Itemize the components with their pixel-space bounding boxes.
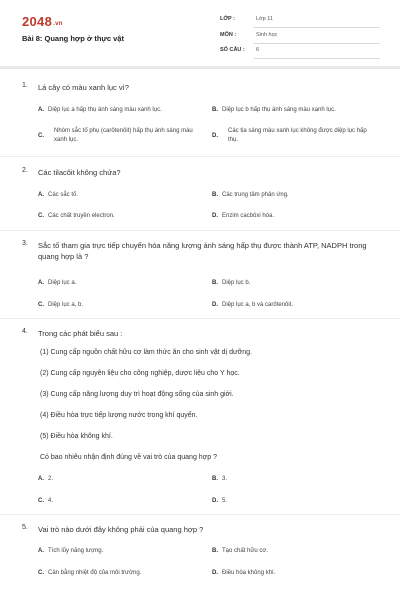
option-letter: D. <box>212 570 218 576</box>
header-divider <box>0 66 400 69</box>
meta-label: LỚP : <box>220 16 235 22</box>
option-letter: C. <box>38 133 44 139</box>
question-number: 1. <box>22 82 28 89</box>
option-letter: B. <box>212 476 218 482</box>
option-text: 4. <box>48 498 54 504</box>
option-letter: D. <box>212 302 218 308</box>
subquestion-text: Có bao nhiêu nhận định đúng về vai trò của quang hợp ? <box>40 454 218 461</box>
option-letter: B. <box>212 107 218 113</box>
question-text: Vai trò nào dưới đây không phải của quang hợp ? <box>38 525 204 534</box>
option-text: Nhóm sắc tố phụ (carôtenôit) hấp thụ ánh sáng màu xanh lục. <box>54 128 193 143</box>
question-number: 3. <box>22 240 28 247</box>
question-text: Lá cây có màu xanh lục vì? <box>38 83 129 92</box>
statement-5: (5) Điều hòa không khí. <box>40 433 113 440</box>
question-divider <box>0 514 400 515</box>
site-logo[interactable] <box>22 14 63 29</box>
question-number: 4. <box>22 328 28 335</box>
meta-subject <box>220 32 380 44</box>
option-letter: A. <box>38 548 44 554</box>
question-number: 2. <box>22 167 28 174</box>
option-letter: A. <box>38 192 44 198</box>
option-text: Enzim cacbôxi hóa. <box>222 213 275 219</box>
option-letter: B. <box>212 192 218 198</box>
option-text: Các sắc tố. <box>48 192 79 198</box>
option-letter: C. <box>38 570 44 576</box>
meta-label: MÔN : <box>220 32 237 38</box>
option-text: Diệp lục b hấp thụ ánh sáng màu xanh lục. <box>222 107 336 113</box>
option-text: Diệp lục a, b và carôtenôit. <box>222 302 294 308</box>
option-letter: D. <box>212 498 218 504</box>
meta-value: Sinh học <box>256 32 278 38</box>
lesson-title: Bài 8: Quang hợp ở thực vật <box>22 34 124 43</box>
statement-1: (1) Cung cấp nguồn chất hữu cơ làm thức ăn cho sinh vật dị dưỡng. <box>40 349 252 356</box>
question-divider <box>0 156 400 157</box>
meta-question-count <box>220 47 380 59</box>
meta-value: Lớp 11 <box>256 16 273 22</box>
logo-text: 2048 <box>22 14 53 29</box>
question-divider <box>0 318 400 319</box>
option-text: Diệp lục a, b. <box>48 302 84 308</box>
meta-label: SỐ CÂU : <box>220 47 245 53</box>
option-text: Các trung tâm phản ứng. <box>222 192 289 198</box>
option-text: Diệp lục a hấp thụ ánh sáng màu xanh lục. <box>48 107 162 113</box>
option-text: Cân bằng nhiệt độ của môi trường. <box>48 570 142 576</box>
meta-underline <box>254 58 380 59</box>
logo-tld: .vn <box>53 21 63 27</box>
option-letter: A. <box>38 280 44 286</box>
meta-value: 6 <box>256 47 260 53</box>
question-text: Trong các phát biểu sau : <box>38 329 123 338</box>
statement-2: (2) Cung cấp nguyên liệu cho công nghiệp, dược liệu cho Y học. <box>40 370 240 377</box>
option-letter: D. <box>212 213 218 219</box>
option-letter: D. <box>212 133 218 139</box>
option-text: Tạo chất hữu cơ. <box>222 548 268 554</box>
option-letter: C. <box>38 302 44 308</box>
meta-underline <box>254 43 380 44</box>
option-letter: C. <box>38 213 44 219</box>
option-text: Diệp lục b. <box>222 280 251 286</box>
option-letter: A. <box>38 107 44 113</box>
option-text: Điều hòa không khí. <box>222 570 276 576</box>
question-text: Sắc tố tham gia trực tiếp chuyển hóa năng lượng ánh sáng hấp thụ được thành ATP, NADPH trong quang hợp là ? <box>38 241 367 261</box>
statement-4: (4) Điều hòa trực tiếp lượng nước trong khí quyển. <box>40 412 198 419</box>
option-text: 2. <box>48 476 54 482</box>
option-letter: B. <box>212 548 218 554</box>
option-text: 5. <box>222 498 228 504</box>
meta-grade <box>220 16 380 28</box>
option-text: Các tia sáng màu xanh lục không được diệp lục hấp thụ. <box>228 128 367 143</box>
option-letter: A. <box>38 476 44 482</box>
option-letter: C. <box>38 498 44 504</box>
statement-3: (3) Cung cấp năng lượng duy trì hoạt động sống của sinh giới. <box>40 391 234 398</box>
question-number: 5. <box>22 524 28 531</box>
option-text: Các chất truyền electron. <box>48 213 115 219</box>
option-text: Tích lũy năng lượng. <box>48 548 104 554</box>
question-divider <box>0 230 400 231</box>
option-text: Diệp lục a. <box>48 280 77 286</box>
question-text: Các tilacôit không chứa? <box>38 168 121 177</box>
option-letter: B. <box>212 280 218 286</box>
meta-underline <box>254 27 380 28</box>
page-header <box>0 0 400 70</box>
option-text: 3. <box>222 476 228 482</box>
